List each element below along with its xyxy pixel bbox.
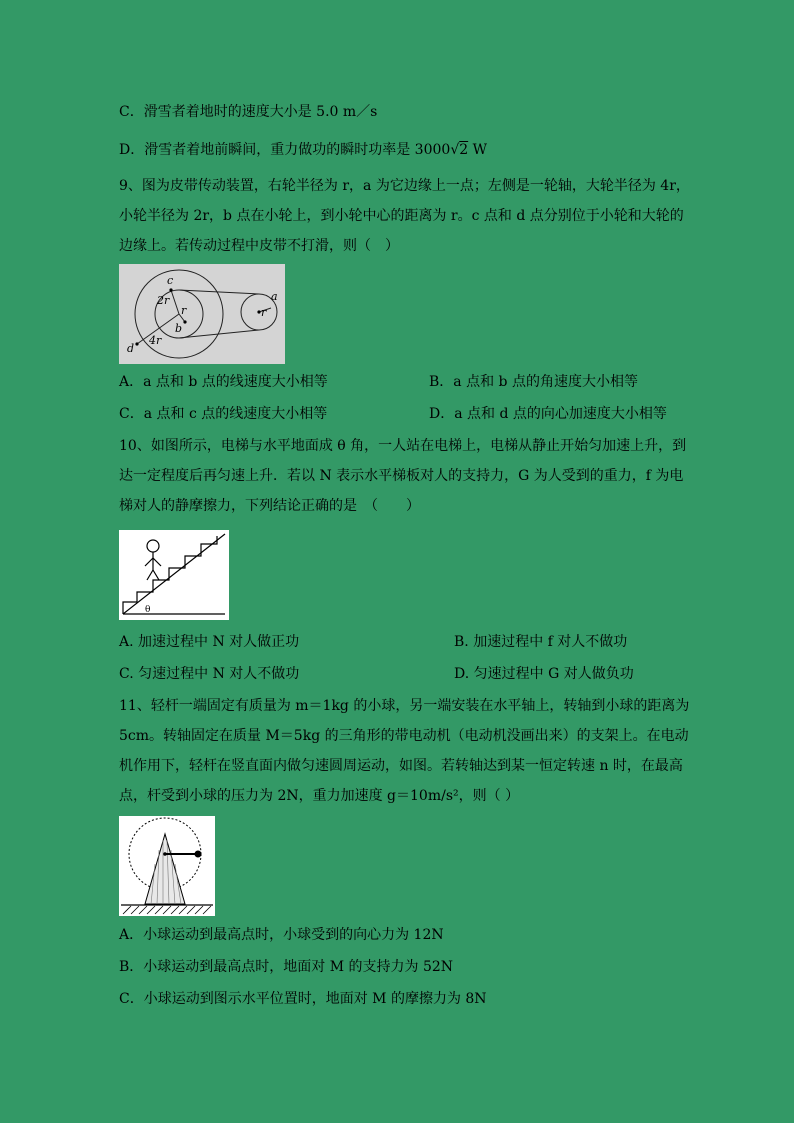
q8-option-d-unit: W [468, 142, 487, 158]
escalator-figure [119, 530, 229, 620]
q10-stem-line1: 10、如图所示，电梯与水平地面成 θ 角，一人站在电梯上，电梯从静止开始匀加速上升，到 [119, 438, 687, 454]
label-d: d [127, 342, 135, 355]
label-r-right: r [261, 306, 267, 319]
q11-stem-line4: 点，杆受到小球的压力为 2N，重力加速度 g＝10m/s²，则（ ） [119, 788, 520, 804]
q11-stem-line2: 5cm。转轴固定在质量 M＝5kg 的三角形的带电动机（电动机没画出来）的支架上。在电动 [119, 728, 689, 744]
q9-stem-line2: 小轮半径为 2r，b 点在小轮上，到小轮中心的距离为 r。c 点和 d 点分别位于小轮和大轮的 [119, 208, 684, 224]
q11-stem-line1: 11、轻杆一端固定有质量为 m＝1kg 的小球，另一端安装在水平轴上，转轴到小球的距离为 [119, 698, 690, 714]
q9-stem-line3: 边缘上。若传动过程中皮带不打滑，则（ ） [119, 238, 399, 254]
label-2r: 2r [157, 294, 170, 307]
label-b: b [175, 322, 183, 335]
point-b-dot [183, 320, 186, 323]
q9-option-c: C．a 点和 c 点的线速度大小相等 [119, 406, 328, 422]
q10-option-c: C. 匀速过程中 N 对人不做功 [119, 666, 300, 682]
label-a: a [271, 290, 278, 303]
q11-option-a: A．小球运动到最高点时，小球受到的向心力为 12N [119, 927, 444, 943]
q11-option-c: C．小球运动到图示水平位置时，地面对 M 的摩擦力为 8N [119, 991, 487, 1007]
pivot-axis [163, 852, 167, 856]
small-ball [195, 851, 202, 858]
point-d-dot [135, 342, 138, 345]
q9-option-a: A．a 点和 b 点的线速度大小相等 [119, 374, 328, 390]
label-r-center: r [181, 304, 187, 317]
q11-stem-line3: 机作用下，轻杆在竖直面内做匀速圆周运动，如图。若转轴达到某一恒定转速 n 时，在最高 [119, 758, 683, 774]
q11-option-b: B．小球运动到最高点时，地面对 M 的支持力为 52N [119, 959, 454, 975]
q8-option-d-text: D．滑雪者着地前瞬间，重力做功的瞬时功率是 3000 [119, 142, 451, 158]
q9-option-b: B．a 点和 b 点的角速度大小相等 [429, 374, 638, 390]
point-c-dot [169, 288, 172, 291]
q10-stem-line2: 达一定程度后再匀速上升．若以 N 表示水平梯板对人的支持力，G 为人受到的重力，f 为电 [119, 468, 684, 484]
q10-option-b: B. 加速过程中 f 对人不做功 [454, 634, 628, 650]
q8-option-d [119, 140, 487, 160]
q9-stem-line1: 9、图为皮带传动装置，右轮半径为 r，a 为它边缘上一点；左侧是一轮轴，大轮半径为 4r， [119, 178, 690, 194]
q8-option-c: C．滑雪者着地时的速度大小是 5.0 m／s [119, 104, 378, 120]
belt-drive-figure [119, 264, 285, 364]
label-theta: θ [145, 605, 151, 615]
label-c: c [167, 274, 174, 287]
sqrt-symbol: √ [450, 142, 460, 158]
q10-option-a: A. 加速过程中 N 对人做正功 [119, 634, 300, 650]
label-4r: 4r [149, 334, 162, 347]
q9-option-d: D．a 点和 d 点的向心加速度大小相等 [429, 406, 667, 422]
sqrt-radicand: 2 [459, 142, 469, 158]
q10-option-d: D. 匀速过程中 G 对人做负功 [454, 666, 634, 682]
q10-stem-line3: 梯对人的静摩擦力，下列结论正确的是 （ ） [119, 498, 420, 514]
rotating-rod-figure [119, 816, 215, 916]
